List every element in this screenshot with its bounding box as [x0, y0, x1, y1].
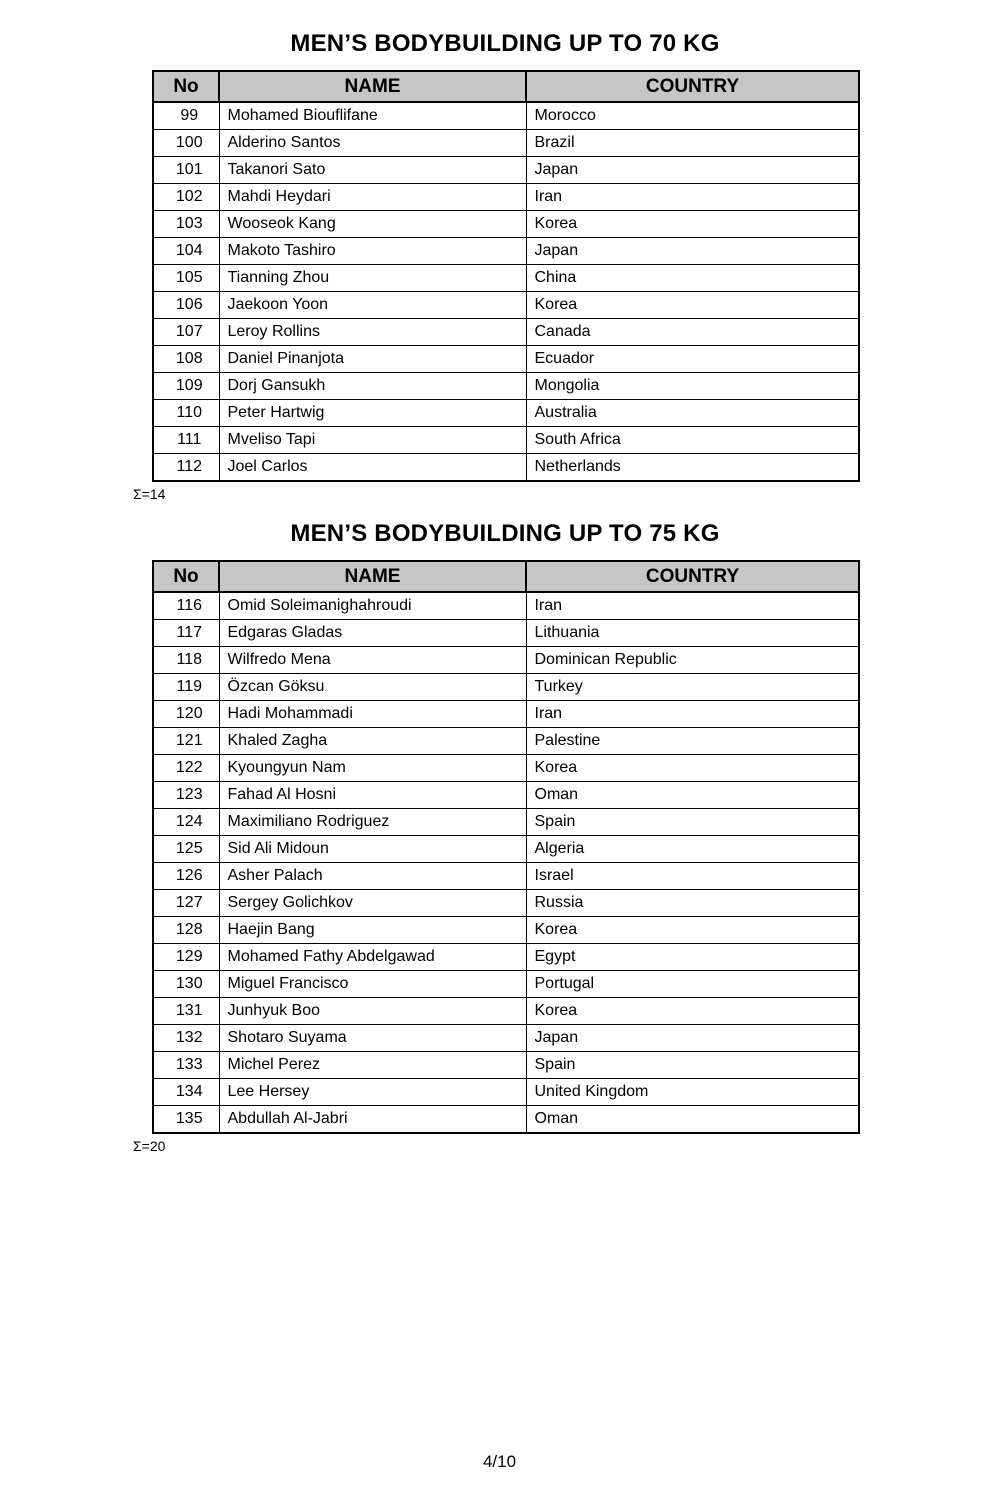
cell-country: Korea — [526, 292, 859, 319]
cell-no: 105 — [153, 265, 219, 292]
cell-name: Tianning Zhou — [219, 265, 526, 292]
cell-name: Sergey Golichkov — [219, 890, 526, 917]
cell-name: Wilfredo Mena — [219, 647, 526, 674]
cell-name: Miguel Francisco — [219, 971, 526, 998]
column-header-no: No — [153, 561, 219, 592]
cell-no: 130 — [153, 971, 219, 998]
cell-country: Japan — [526, 1025, 859, 1052]
cell-no: 123 — [153, 782, 219, 809]
cell-name: Asher Palach — [219, 863, 526, 890]
table-row — [153, 1025, 859, 1052]
table-row — [153, 917, 859, 944]
cell-name: Shotaro Suyama — [219, 1025, 526, 1052]
table-row — [153, 620, 859, 647]
cell-no: 101 — [153, 157, 219, 184]
table-row — [153, 998, 859, 1025]
cell-country: Iran — [526, 184, 859, 211]
cell-no: 127 — [153, 890, 219, 917]
cell-name: Fahad Al Hosni — [219, 782, 526, 809]
cell-country: Israel — [526, 863, 859, 890]
cell-country: China — [526, 265, 859, 292]
cell-country: Oman — [526, 1106, 859, 1134]
cell-name: Leroy Rollins — [219, 319, 526, 346]
cell-no: 124 — [153, 809, 219, 836]
table-row — [153, 890, 859, 917]
table-row — [153, 836, 859, 863]
cell-no: 102 — [153, 184, 219, 211]
table-row — [153, 701, 859, 728]
cell-no: 111 — [153, 427, 219, 454]
table-row — [153, 674, 859, 701]
cell-country: Korea — [526, 917, 859, 944]
column-header-name: NAME — [219, 561, 526, 592]
cell-no: 128 — [153, 917, 219, 944]
table-row — [153, 1106, 859, 1134]
cell-country: Japan — [526, 238, 859, 265]
cell-name: Khaled Zagha — [219, 728, 526, 755]
cell-name: Daniel Pinanjota — [219, 346, 526, 373]
cell-country: Japan — [526, 157, 859, 184]
cell-country: Australia — [526, 400, 859, 427]
cell-name: Edgaras Gladas — [219, 620, 526, 647]
cell-name: Omid Soleimanighahroudi — [219, 592, 526, 620]
cell-name: Junhyuk Boo — [219, 998, 526, 1025]
cell-name: Lee Hersey — [219, 1079, 526, 1106]
cell-name: Wooseok Kang — [219, 211, 526, 238]
cell-country: Portugal — [526, 971, 859, 998]
cell-no: 108 — [153, 346, 219, 373]
cell-country: Iran — [526, 592, 859, 620]
cell-country: Netherlands — [526, 454, 859, 482]
cell-name: Sid Ali Midoun — [219, 836, 526, 863]
cell-no: 132 — [153, 1025, 219, 1052]
table-row — [153, 592, 859, 620]
sum-label-70kg: Σ=14 — [133, 486, 166, 502]
table-row — [153, 944, 859, 971]
cell-country: Morocco — [526, 102, 859, 130]
cell-no: 131 — [153, 998, 219, 1025]
cell-no: 120 — [153, 701, 219, 728]
cell-country: Egypt — [526, 944, 859, 971]
cell-name: Dorj Gansukh — [219, 373, 526, 400]
cell-country: Korea — [526, 998, 859, 1025]
cell-no: 112 — [153, 454, 219, 482]
cell-no: 100 — [153, 130, 219, 157]
table-row — [153, 863, 859, 890]
cell-no: 135 — [153, 1106, 219, 1134]
cell-country: Dominican Republic — [526, 647, 859, 674]
cell-name: Mohamed Fathy Abdelgawad — [219, 944, 526, 971]
cell-no: 107 — [153, 319, 219, 346]
cell-name: Mahdi Heydari — [219, 184, 526, 211]
cell-country: Korea — [526, 755, 859, 782]
cell-name: Peter Hartwig — [219, 400, 526, 427]
cell-country: United Kingdom — [526, 1079, 859, 1106]
cell-no: 109 — [153, 373, 219, 400]
table-title-70kg: MEN’S BODYBUILDING UP TO 70 KG — [290, 30, 720, 57]
table-row — [153, 238, 859, 265]
cell-country: Mongolia — [526, 373, 859, 400]
cell-name: Makoto Tashiro — [219, 238, 526, 265]
cell-country: Ecuador — [526, 346, 859, 373]
cell-name: Joel Carlos — [219, 454, 526, 482]
cell-name: Abdullah Al-Jabri — [219, 1106, 526, 1134]
cell-no: 106 — [153, 292, 219, 319]
cell-name: Hadi Mohammadi — [219, 701, 526, 728]
cell-name: Özcan Göksu — [219, 674, 526, 701]
table-row — [153, 211, 859, 238]
table-row — [153, 427, 859, 454]
cell-country: Canada — [526, 319, 859, 346]
table-row — [153, 373, 859, 400]
cell-no: 118 — [153, 647, 219, 674]
cell-name: Maximiliano Rodriguez — [219, 809, 526, 836]
cell-no: 121 — [153, 728, 219, 755]
table-row — [153, 809, 859, 836]
table-row — [153, 755, 859, 782]
table-header-row — [153, 71, 859, 102]
cell-country: Turkey — [526, 674, 859, 701]
cell-country: Algeria — [526, 836, 859, 863]
table-header-row — [153, 561, 859, 592]
table-row — [153, 157, 859, 184]
cell-country: Korea — [526, 211, 859, 238]
cell-name: Michel Perez — [219, 1052, 526, 1079]
column-header-name: NAME — [219, 71, 526, 102]
roster-table-75kg — [152, 560, 860, 1134]
cell-no: 117 — [153, 620, 219, 647]
cell-country: Lithuania — [526, 620, 859, 647]
cell-name: Takanori Sato — [219, 157, 526, 184]
cell-country: Palestine — [526, 728, 859, 755]
table-row — [153, 184, 859, 211]
column-header-country: COUNTRY — [526, 71, 859, 102]
table-title-75kg: MEN’S BODYBUILDING UP TO 75 KG — [290, 520, 720, 547]
cell-no: 110 — [153, 400, 219, 427]
cell-name: Jaekoon Yoon — [219, 292, 526, 319]
cell-country: South Africa — [526, 427, 859, 454]
roster-table-70kg — [152, 70, 860, 482]
page-number: 4/10 — [482, 1452, 517, 1471]
cell-name: Mveliso Tapi — [219, 427, 526, 454]
sum-label-75kg: Σ=20 — [133, 1138, 166, 1154]
cell-no: 133 — [153, 1052, 219, 1079]
table-row — [153, 782, 859, 809]
cell-name: Mohamed Biouflifane — [219, 102, 526, 130]
cell-no: 99 — [153, 102, 219, 130]
cell-no: 103 — [153, 211, 219, 238]
column-header-no: No — [153, 71, 219, 102]
cell-country: Spain — [526, 1052, 859, 1079]
table-row — [153, 130, 859, 157]
cell-name: Haejin Bang — [219, 917, 526, 944]
cell-country: Spain — [526, 809, 859, 836]
table-row — [153, 346, 859, 373]
cell-no: 119 — [153, 674, 219, 701]
cell-no: 129 — [153, 944, 219, 971]
table-row — [153, 102, 859, 130]
table-row — [153, 292, 859, 319]
cell-no: 125 — [153, 836, 219, 863]
column-header-country: COUNTRY — [526, 561, 859, 592]
table-section-70kg — [133, 30, 858, 502]
table-row — [153, 400, 859, 427]
table-section-75kg — [133, 520, 858, 1154]
cell-no: 104 — [153, 238, 219, 265]
cell-no: 134 — [153, 1079, 219, 1106]
cell-no: 122 — [153, 755, 219, 782]
cell-country: Iran — [526, 701, 859, 728]
table-row — [153, 1052, 859, 1079]
table-row — [153, 319, 859, 346]
cell-no: 126 — [153, 863, 219, 890]
table-row — [153, 454, 859, 482]
table-row — [153, 265, 859, 292]
cell-no: 116 — [153, 592, 219, 620]
cell-name: Kyoungyun Nam — [219, 755, 526, 782]
table-row — [153, 971, 859, 998]
cell-name: Alderino Santos — [219, 130, 526, 157]
table-row — [153, 647, 859, 674]
cell-country: Brazil — [526, 130, 859, 157]
table-row — [153, 1079, 859, 1106]
cell-country: Oman — [526, 782, 859, 809]
cell-country: Russia — [526, 890, 859, 917]
table-row — [153, 728, 859, 755]
